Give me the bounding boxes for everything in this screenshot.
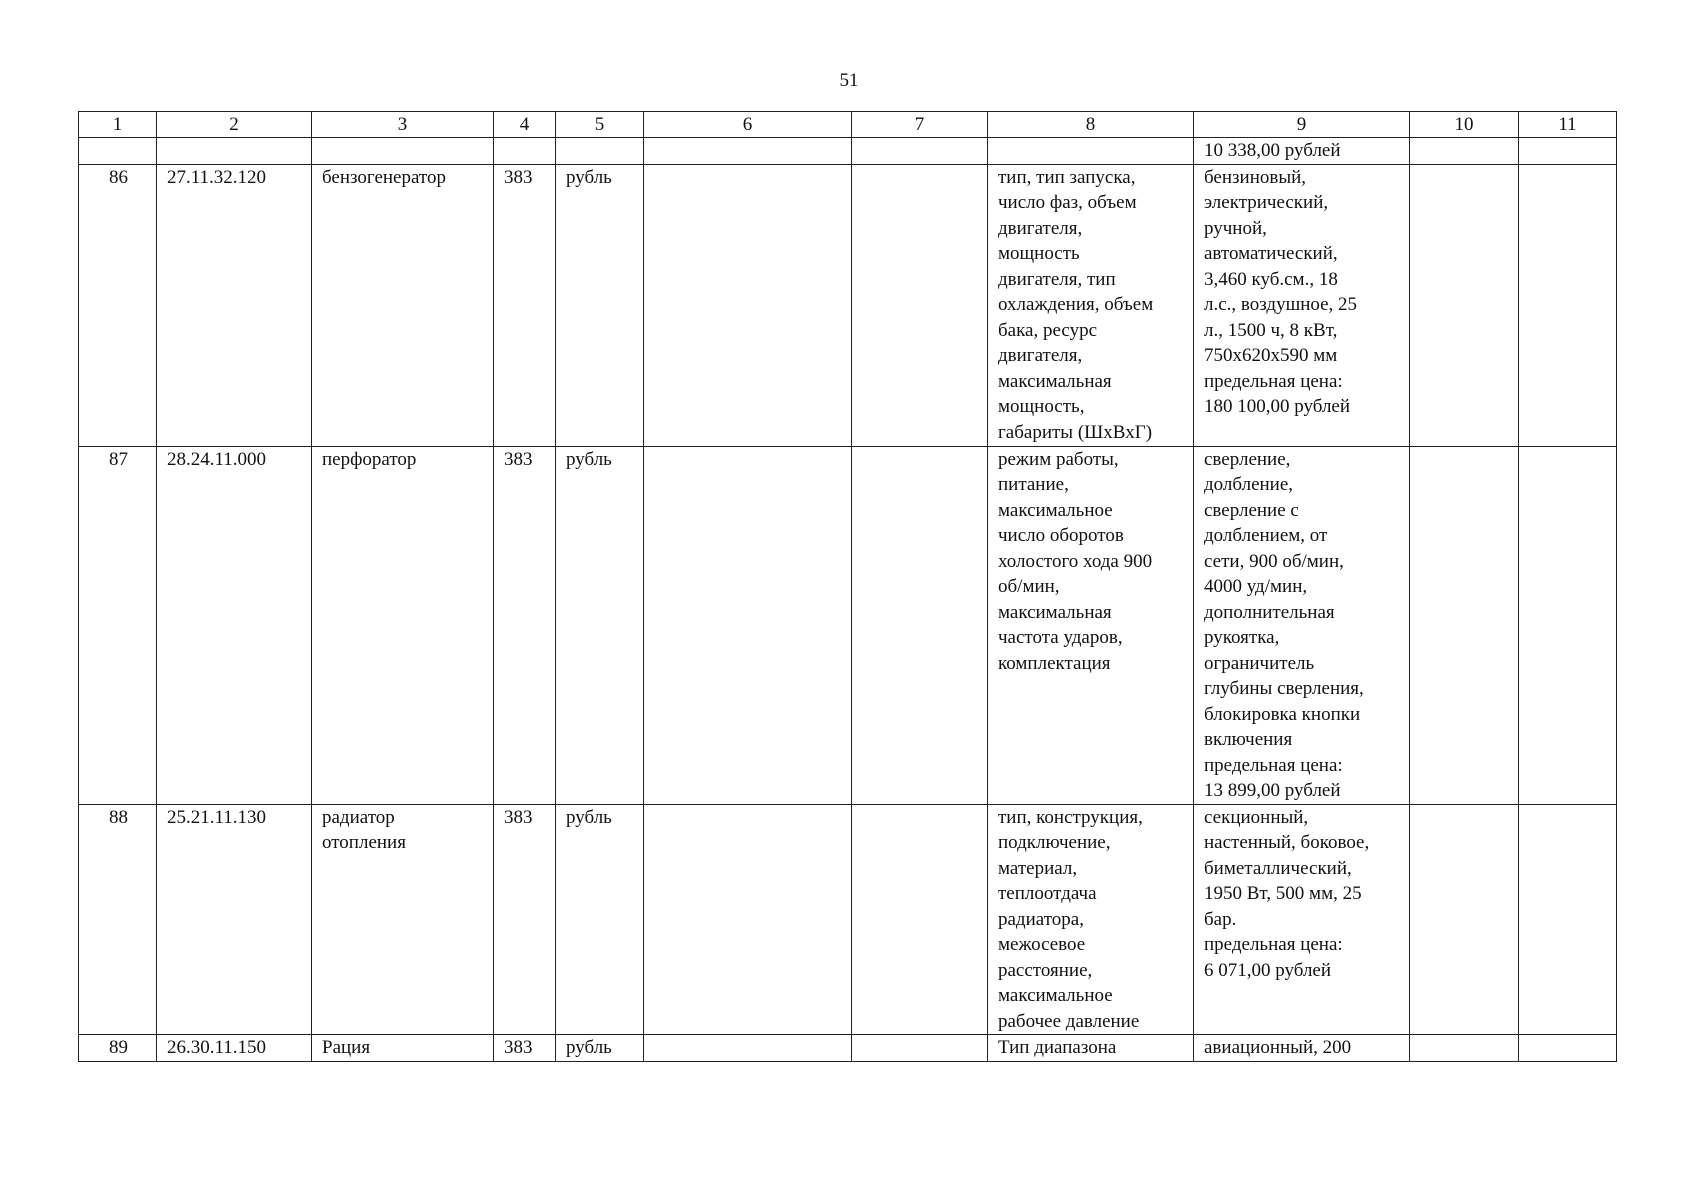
item-name: Рация [312,1035,494,1062]
values-cell: сверление, долбление, сверление с долблением, от сети, 900 об/мин, 4000 уд/мин, дополнительная рукоятка, ограничитель глубины сверления, блокировка кнопки включения предельная цена: 13 899,00 рублей [1194,446,1410,804]
table-cell [1410,138,1519,165]
unit-name: рубль [556,1035,644,1062]
okpd-code: 28.24.11.000 [157,446,312,804]
table-cell [852,1035,988,1062]
values-cell: бензиновый, электрический, ручной, автоматический, 3,460 куб.см., 18 л.с., воздушное, 25 л., 1500 ч, 8 кВт, 750х620х590 мм предельная цена: 180 100,00 рублей [1194,164,1410,446]
table-cell [1519,1035,1617,1062]
table-cell [1519,138,1617,165]
table-cell [644,1035,852,1062]
column-header-6: 6 [644,112,852,138]
table-row [79,804,1617,1035]
row-number: 89 [79,1035,157,1062]
table-cell [852,804,988,1035]
okpd-code: 27.11.32.120 [157,164,312,446]
table-cell [644,446,852,804]
item-name: перфоратор [312,446,494,804]
values-cell: секционный, настенный, боковое, биметаллический, 1950 Вт, 500 мм, 25 бар. предельная цена: 6 071,00 рублей [1194,804,1410,1035]
table-cell [644,138,852,165]
okpd-code: 26.30.11.150 [157,1035,312,1062]
unit-code: 383 [494,1035,556,1062]
column-header-4: 4 [494,112,556,138]
table-cell [312,138,494,165]
item-name: радиатор отопления [312,804,494,1035]
table-cell [1410,446,1519,804]
column-header-8: 8 [988,112,1194,138]
unit-code: 383 [494,164,556,446]
column-header-5: 5 [556,112,644,138]
column-header-3: 3 [312,112,494,138]
column-header-10: 10 [1410,112,1519,138]
header-row [79,112,1617,138]
column-header-1: 1 [79,112,157,138]
page-number: 51 [839,70,859,91]
table-row [79,446,1617,804]
unit-code: 383 [494,446,556,804]
unit-name: рубль [556,804,644,1035]
table-cell [1519,164,1617,446]
characteristics-cell: режим работы, питание, максимальное число оборотов холостого хода 900 об/мин, максимальная частота ударов, комплектация [988,446,1194,804]
column-header-9: 9 [1194,112,1410,138]
unit-name: рубль [556,446,644,804]
table-cell [556,138,644,165]
column-header-2: 2 [157,112,312,138]
table-cell [852,446,988,804]
price-cell: 10 338,00 рублей [1194,138,1410,165]
row-number: 87 [79,446,157,804]
table-cell [1410,164,1519,446]
table-cell [1410,804,1519,1035]
table-cell [852,164,988,446]
table-cell [494,138,556,165]
table-row [79,164,1617,446]
unit-code: 383 [494,804,556,1035]
table-cell [852,138,988,165]
values-cell: авиационный, 200 [1194,1035,1410,1062]
row-number: 88 [79,804,157,1035]
table-cell [644,164,852,446]
table-cell [157,138,312,165]
characteristics-cell: тип, конструкция, подключение, материал, теплоотдача радиатора, межосевое расстояние, максимальное рабочее давление [988,804,1194,1035]
table-row [79,1035,1617,1062]
continuation-row [79,138,1617,165]
characteristics-cell: тип, тип запуска, число фаз, объем двигателя, мощность двигателя, тип охлаждения, объем бака, ресурс двигателя, максимальная мощность, габариты (ШхВхГ) [988,164,1194,446]
table-cell [1410,1035,1519,1062]
characteristics-cell: Тип диапазона [988,1035,1194,1062]
item-name: бензогенератор [312,164,494,446]
table-cell [988,138,1194,165]
specification-table [78,111,1617,1062]
table-cell [1519,446,1617,804]
table-cell [79,138,157,165]
column-header-7: 7 [852,112,988,138]
column-header-11: 11 [1519,112,1617,138]
okpd-code: 25.21.11.130 [157,804,312,1035]
table-cell [1519,804,1617,1035]
unit-name: рубль [556,164,644,446]
row-number: 86 [79,164,157,446]
table-cell [644,804,852,1035]
